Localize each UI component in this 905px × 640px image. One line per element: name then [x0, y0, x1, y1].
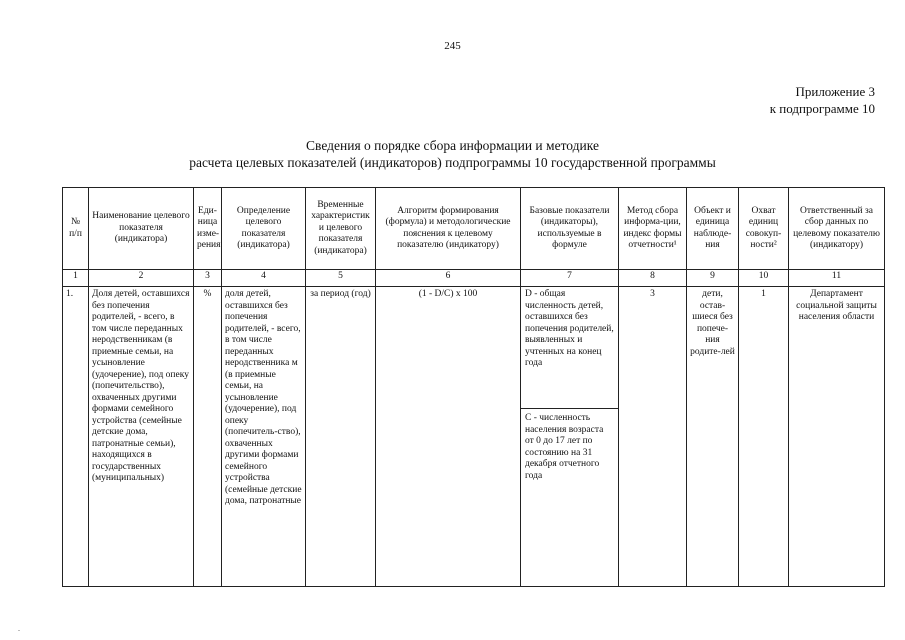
page-mark: . — [18, 624, 20, 633]
table-row — [63, 287, 885, 587]
header-cell: Метод сбора информа-ции, индекс формы отчетности¹ — [619, 188, 687, 270]
indicator-name: Доля детей, оставшихся без попечения родителей, - всего, в том числе переданных неродственникам (в приемные семьи, на усыновление (удочерение), под опеку (попечительство), охваченных другими формами семейного устройства (семейные детские дома, патронатные семьи), находящихся в государственных (муниципальных) — [89, 287, 194, 587]
header-cell: Еди-ница изме-рения — [194, 188, 222, 270]
header-cell: Объект и единица наблюде-ния — [687, 188, 739, 270]
column-number: 6 — [376, 270, 521, 287]
column-number: 7 — [521, 270, 619, 287]
column-number: 3 — [194, 270, 222, 287]
responsible-department: Департамент социальной защиты населения области — [789, 287, 885, 587]
column-number-row — [63, 270, 885, 287]
table-header-row — [63, 188, 885, 270]
page-number: 245 — [444, 40, 461, 52]
appendix-line-1: Приложение 3 — [795, 84, 875, 99]
column-number: 2 — [89, 270, 194, 287]
column-number: 9 — [687, 270, 739, 287]
title-line-1: Сведения о порядке сбора информации и методике — [306, 138, 599, 153]
header-cell: Наименование целевого показателя (индикатора) — [89, 188, 194, 270]
unit-of-measure: % — [194, 287, 222, 587]
column-number: 5 — [306, 270, 376, 287]
indicator-definition: доля детей, оставшихся без попечения родителей, - всего, в том числе переданных неродственника м (в приемные семьи, на усыновление (удочерение), под опеку (попечитель-ство), охваченных другими формами семейного устройства (семейные детские дома, патронатные — [222, 287, 306, 587]
column-number: 1 — [63, 270, 89, 287]
column-number: 4 — [222, 270, 306, 287]
observation-object: дети, остав-шиеся без попече-ния родите-лей — [687, 287, 739, 587]
base-indicator-c: С - численность населения возраста от 0 до 17 лет по состоянию на 31 декабря отчетного года — [525, 413, 604, 481]
header-cell: Охват единиц совокуп-ности² — [739, 188, 789, 270]
column-number: 10 — [739, 270, 789, 287]
row-number: 1. — [63, 287, 89, 587]
column-number: 8 — [619, 270, 687, 287]
base-indicator-d: D - общая численность детей, оставшихся без попечения родителей, выявленных и учтенных на конец года — [521, 287, 618, 409]
title-line-2: расчета целевых показателей (индикаторов) подпрограммы 10 государственной программы — [189, 155, 716, 170]
base-indicators — [521, 287, 619, 587]
header-cell: № п/п — [63, 188, 89, 270]
header-cell: Базовые показатели (индикаторы), используемые в формуле — [521, 188, 619, 270]
appendix-label — [770, 83, 875, 117]
header-cell: Алгоритм формирования (формула) и методологические пояснения к целевому показателю (индикатору) — [376, 188, 521, 270]
formula: (1 - D/C) х 100 — [376, 287, 521, 587]
column-number: 11 — [789, 270, 885, 287]
header-cell: Определение целевого показателя (индикатора) — [222, 188, 306, 270]
header-cell: Временные характеристик и целевого показателя (индикатора) — [306, 188, 376, 270]
appendix-line-2: к подпрограмме 10 — [769, 101, 875, 116]
time-characteristic: за период (год) — [306, 287, 376, 587]
document-title — [0, 137, 905, 171]
collection-method: 3 — [619, 287, 687, 587]
coverage: 1 — [739, 287, 789, 587]
header-cell: Ответственный за сбор данных по целевому показателю (индикатору) — [789, 188, 885, 270]
indicators-table — [62, 187, 885, 587]
